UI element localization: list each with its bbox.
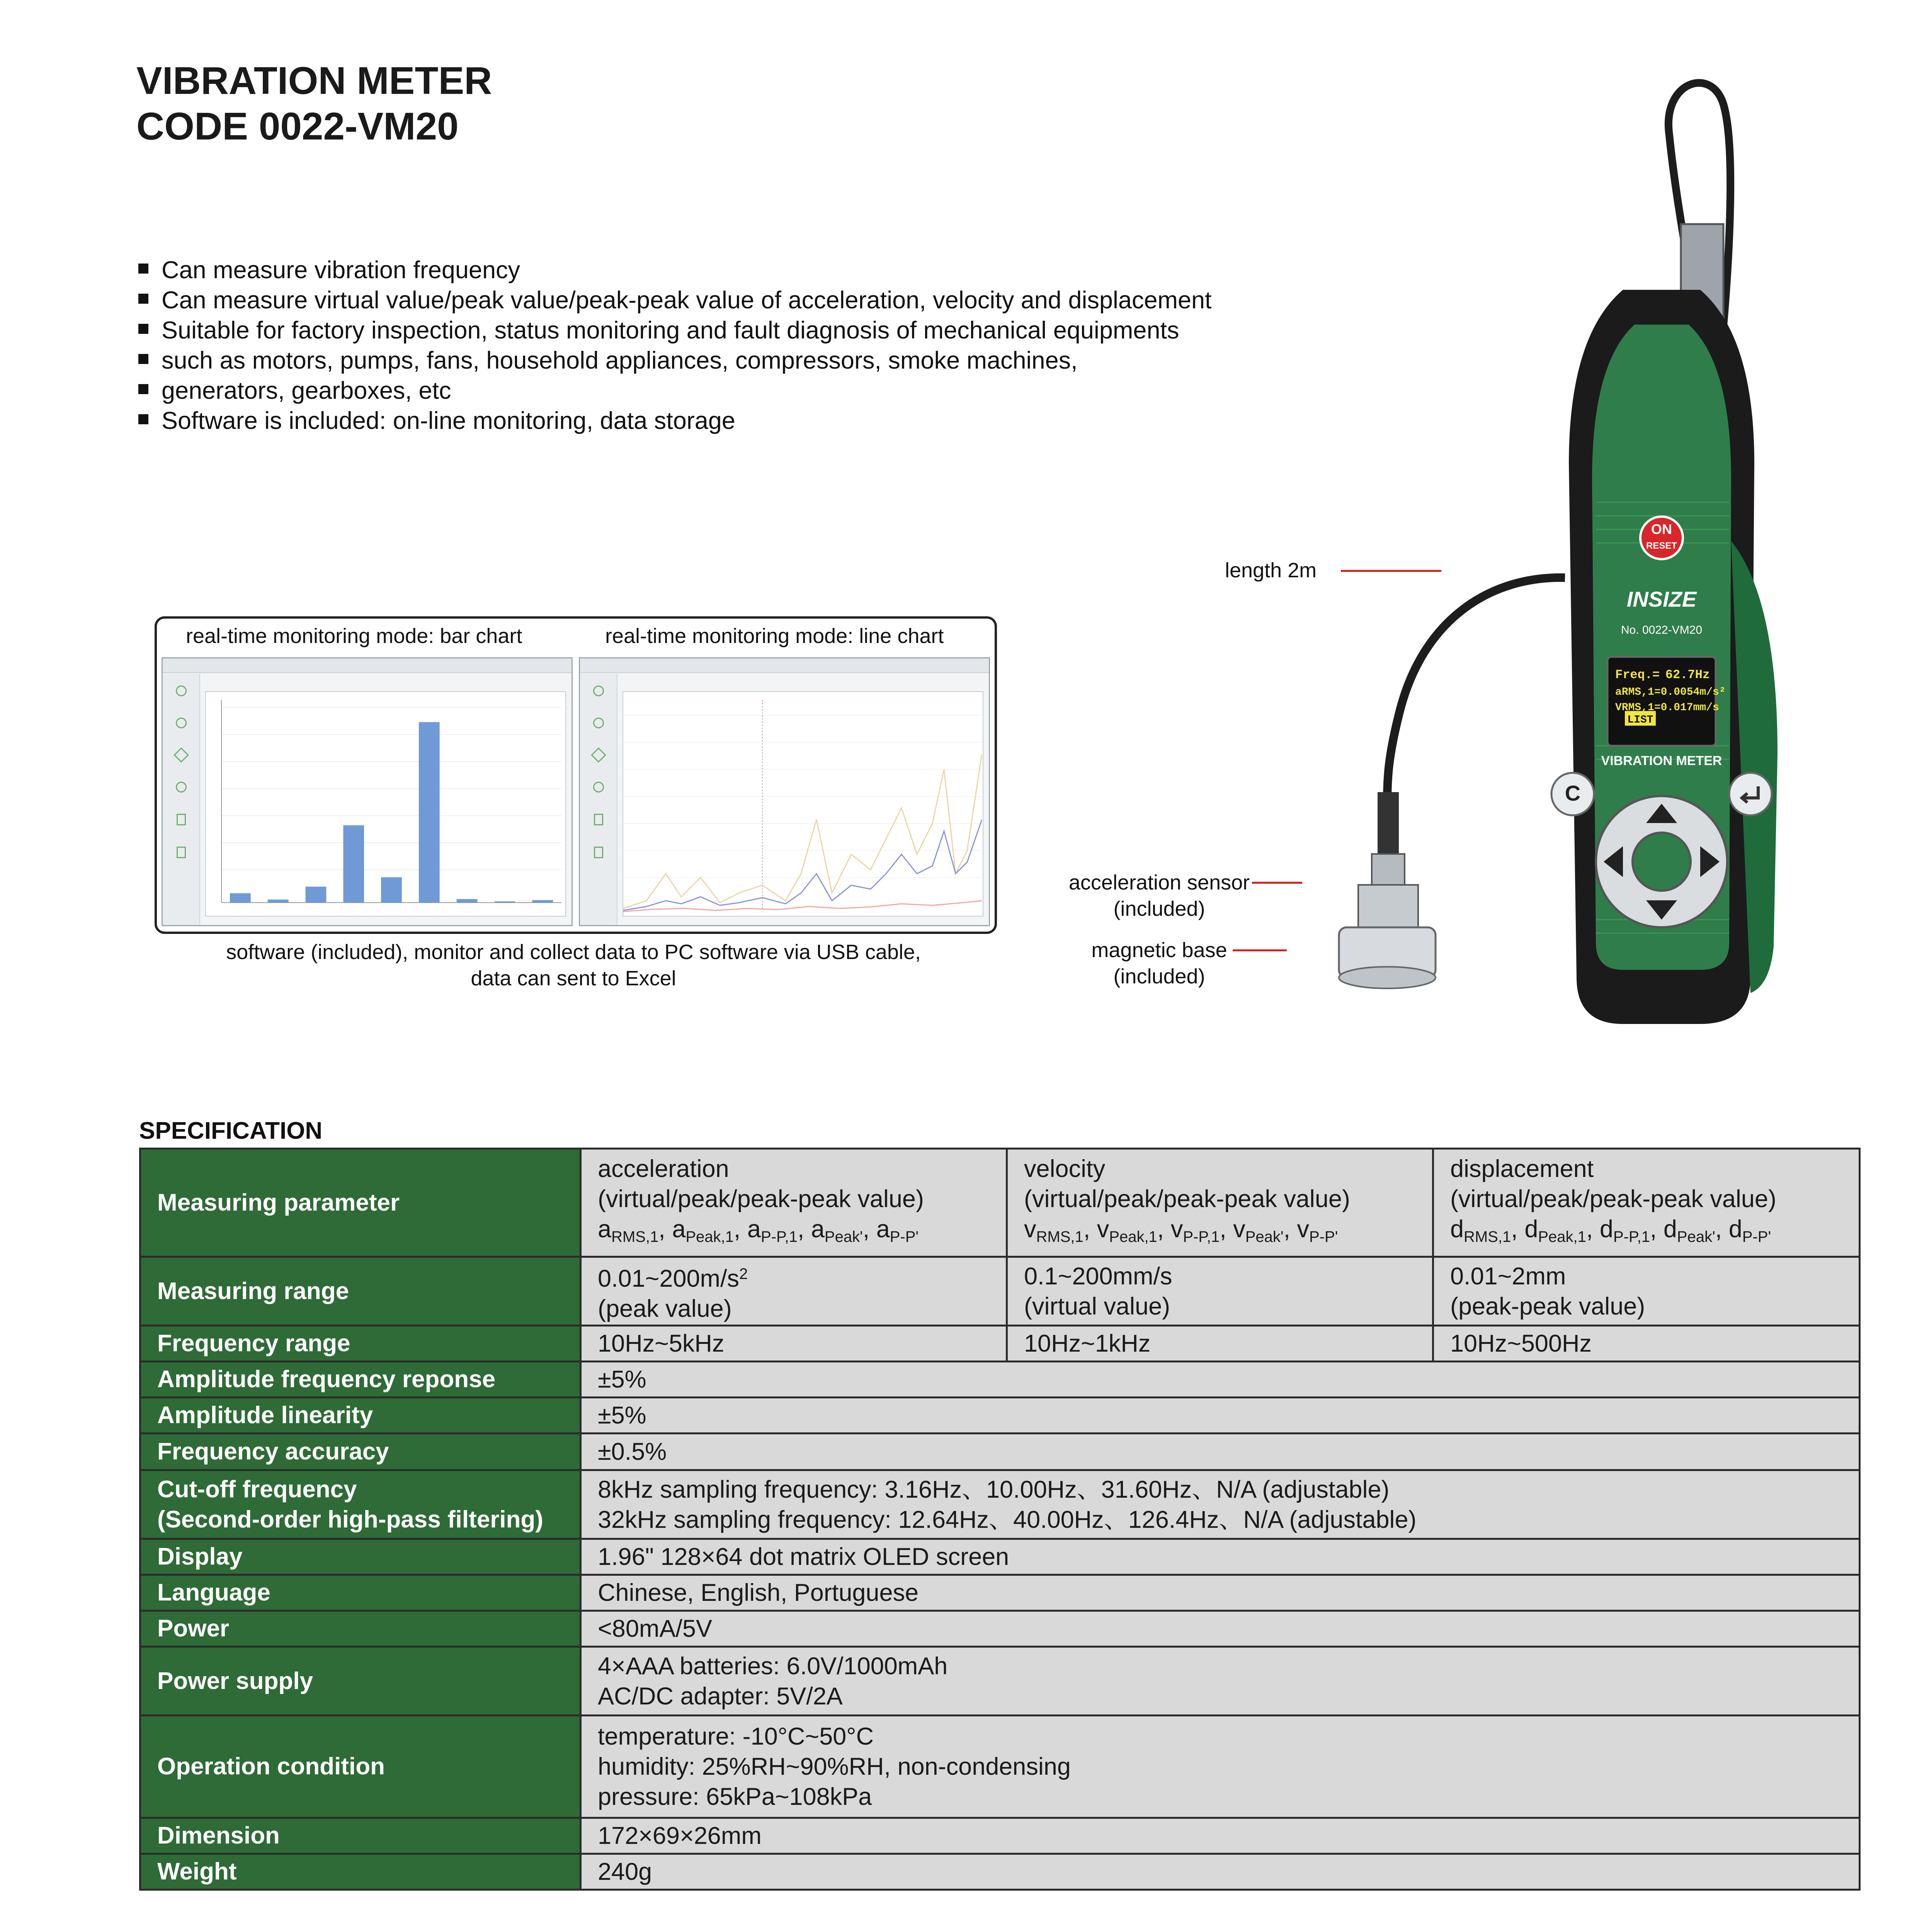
- page-title: [136, 58, 492, 149]
- spec-table: [139, 1148, 1861, 1891]
- title-line-1: VIBRATION METER: [136, 59, 492, 102]
- base-label-line-1: magnetic base: [1091, 939, 1227, 962]
- spec-value: 0.1~200mm/s (virtual value): [1007, 1257, 1433, 1326]
- spec-label: Operation condition: [140, 1716, 581, 1818]
- table-row: [140, 1149, 1860, 1257]
- spec-value: ±0.5%: [581, 1434, 1860, 1470]
- bar-5: [381, 877, 402, 903]
- c-key-label: C: [1565, 781, 1581, 805]
- table-row: [140, 1470, 1860, 1539]
- spec-label: Measuring parameter: [140, 1149, 581, 1257]
- spec-value: 10Hz~1kHz: [1007, 1326, 1433, 1362]
- vibration-meter-illustration: [1275, 58, 1835, 1024]
- software-caption-line-1: software (included), monitor and collect data to PC software via USB cable,: [226, 940, 921, 964]
- reset-label: RESET: [1646, 541, 1677, 551]
- feature-item: Can measure virtual value/peak value/peak-peak value of acceleration, velocity and displacement: [136, 285, 1296, 315]
- software-screenshots: [155, 616, 997, 934]
- sensor-label-line-1: acceleration sensor: [1068, 871, 1250, 894]
- spec-label: Measuring range: [140, 1257, 581, 1326]
- spec-label: Power: [140, 1611, 581, 1647]
- line-plot-area: [623, 691, 983, 917]
- sensor-label-line-2: (included): [1113, 897, 1205, 920]
- sensor-connector-icon: [1372, 854, 1405, 885]
- device-panel-label: VIBRATION METER: [1601, 753, 1722, 768]
- sensor-cable-icon: [1387, 578, 1565, 811]
- table-row: [140, 1362, 1860, 1398]
- spec-label: Amplitude linearity: [140, 1398, 581, 1434]
- spec-label: Language: [140, 1575, 581, 1611]
- bar-4: [343, 825, 364, 903]
- bar-8: [494, 901, 515, 903]
- feature-item-continued: generators, gearboxes, etc: [136, 376, 1296, 406]
- spec-label: Weight: [140, 1854, 581, 1890]
- spec-value: 172×69×26mm: [581, 1818, 1860, 1854]
- bar-9: [532, 900, 553, 903]
- software-caption-line-2: data can sent to Excel: [471, 967, 676, 990]
- screen-freq-value: 62.7Hz: [1665, 668, 1710, 682]
- table-row: [140, 1398, 1860, 1434]
- bar-3: [306, 887, 327, 903]
- feature-item: Software is included: on-line monitoring, data storage: [136, 406, 1296, 436]
- feature-list: [136, 255, 1296, 436]
- table-row: [140, 1257, 1860, 1326]
- cable-length-label: length 2m: [1225, 559, 1317, 582]
- spec-label: Display: [140, 1539, 581, 1575]
- on-label: ON: [1651, 521, 1672, 537]
- spec-value: 4×AAA batteries: 6.0V/1000mAh AC/DC adapter: 5V/2A: [581, 1647, 1860, 1716]
- screen-velocity-reading: VRMS,1=0.017mm/s: [1615, 702, 1719, 714]
- nav-center-icon: [1633, 833, 1691, 891]
- spec-label: Cut-off frequency (Second-order high-pass filtering): [140, 1470, 581, 1539]
- bar-2: [268, 900, 289, 903]
- table-row: [140, 1611, 1860, 1647]
- sensor-cable-sleeve-icon: [1378, 792, 1399, 858]
- magnetic-base-label: [1078, 937, 1240, 990]
- spec-heading: SPECIFICATION: [139, 1117, 323, 1144]
- spec-value: 1.96" 128×64 dot matrix OLED screen: [581, 1539, 1860, 1575]
- spec-label: Frequency accuracy: [140, 1434, 581, 1470]
- sensor-label: [1051, 869, 1267, 922]
- window-titlebar: [580, 658, 989, 673]
- spec-label: Power supply: [140, 1647, 581, 1716]
- spec-value: 240g: [581, 1854, 1860, 1890]
- table-row: [140, 1818, 1860, 1854]
- spec-value: Chinese, English, Portuguese: [581, 1575, 1860, 1611]
- spec-value: 0.01~2mm (peak-peak value): [1433, 1257, 1860, 1326]
- screen-list-tag: LIST: [1627, 714, 1653, 726]
- table-row: [140, 1716, 1860, 1818]
- spec-value: $0.01\sim 200m/s^2$ (peak value): [581, 1257, 1007, 1326]
- table-row: [140, 1539, 1860, 1575]
- bar-chart-caption: real-time monitoring mode: bar chart: [186, 624, 522, 648]
- spec-value: displacement (virtual/peak/peak-peak value) $d_{RMS,1}$, $d_{Peak,1}$, $d_{P-P,1}$, $d_{Peak'}$, $d_{P-P'}$: [1433, 1149, 1860, 1257]
- spec-label: Frequency range: [140, 1326, 581, 1362]
- line-chart-caption: real-time monitoring mode: line chart: [605, 624, 944, 648]
- feature-item: Can measure vibration frequency: [136, 255, 1296, 285]
- device-model-label: No. 0022-VM20: [1621, 624, 1703, 636]
- spec-value: velocity (virtual/peak/peak-peak value) $v_{RMS,1}$, $v_{Peak,1}$, $v_{P-P,1}$, $v_{Peak'}$, $v_{P-P'}$: [1007, 1149, 1433, 1257]
- spec-value: temperature: -10°C~50°C humidity: 25%RH~90%RH, non-condensing pressure: 65kPa~108kPa: [581, 1716, 1860, 1818]
- spec-value: 8kHz sampling frequency: 3.16Hz、10.00Hz、31.60Hz、N/A (adjustable) 32kHz sampling frequency: 12.64Hz、40.00Hz、126.4Hz、N/A (adjustable): [581, 1470, 1860, 1539]
- line-chart: [623, 692, 982, 915]
- spec-value: <80mA/5V: [581, 1611, 1860, 1647]
- bar-7: [457, 899, 478, 903]
- base-label-line-2: (included): [1113, 965, 1205, 988]
- title-line-2: CODE 0022-VM20: [136, 105, 459, 148]
- feature-item-continued: such as motors, pumps, fans, household appliances, compressors, smoke machines,: [136, 345, 1296, 376]
- table-row: [140, 1575, 1860, 1611]
- spec-label: Dimension: [140, 1818, 581, 1854]
- acceleration-sensor-icon: [1358, 885, 1418, 931]
- spec-value: 10Hz~500Hz: [1433, 1326, 1860, 1362]
- app-sidebar: [580, 674, 617, 925]
- spec-value: ±5%: [581, 1362, 1860, 1398]
- bar-6: [419, 722, 440, 903]
- table-row: [140, 1326, 1860, 1362]
- bar-1: [230, 893, 251, 903]
- app-sidebar: [163, 674, 200, 925]
- line-chart-screenshot: [579, 657, 990, 926]
- spec-value: ±5%: [581, 1398, 1860, 1434]
- bar-chart-screenshot: [162, 657, 573, 926]
- table-row: [140, 1647, 1860, 1716]
- brand-logo: INSIZE: [1626, 587, 1697, 611]
- spec-label: Amplitude frequency reponse: [140, 1362, 581, 1398]
- bar-chart: [206, 692, 565, 915]
- enter-button[interactable]: [1729, 773, 1772, 815]
- spec-value: 10Hz~5kHz: [581, 1326, 1007, 1362]
- table-row: [140, 1854, 1860, 1890]
- software-caption: [155, 939, 992, 992]
- table-row: [140, 1434, 1860, 1470]
- bar-plot-area: [205, 691, 566, 917]
- screen-accel-reading: aRMS,1=0.0054m/s²: [1615, 686, 1726, 698]
- window-titlebar: [163, 658, 572, 673]
- spec-value: acceleration (virtual/peak/peak-peak value) $a_{RMS,1}$, $a_{Peak,1}$, $a_{P-P,1}$, $a_{Peak'}$, $a_{P-P'}$: [581, 1149, 1007, 1257]
- feature-item: Suitable for factory inspection, status monitoring and fault diagnosis of mechanical equipments: [136, 315, 1296, 345]
- screen-freq-label: Freq.=: [1615, 668, 1660, 682]
